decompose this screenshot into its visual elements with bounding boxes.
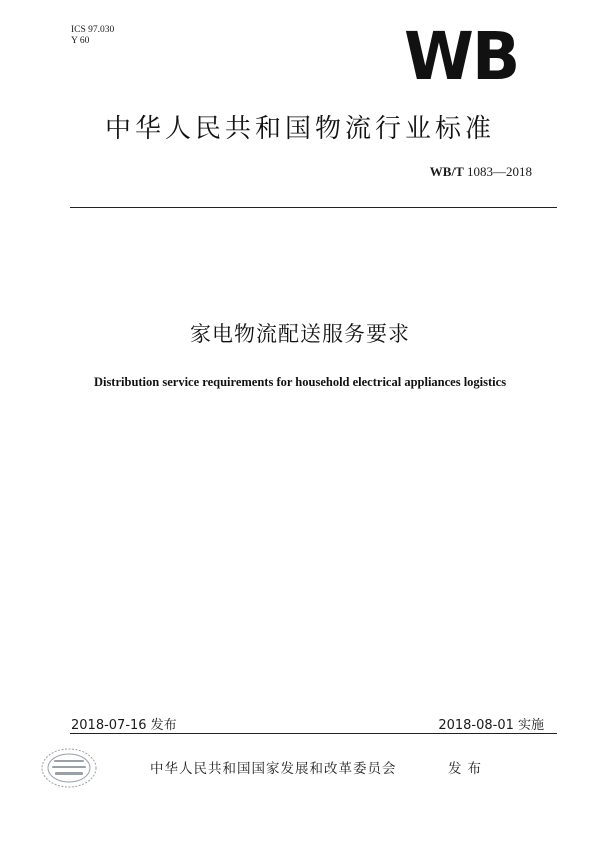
publisher-name: 中华人民共和国国家发展和改革委员会 [150, 761, 397, 777]
implementation-date: 2018-08-01 实施 [438, 718, 544, 733]
issue-date: 2018-07-16 发布 [71, 718, 177, 733]
english-title: Distribution service requirements for household electrical appliances logistics [93, 375, 507, 389]
standard-category-title: 中华人民共和国物流行业标准 [104, 114, 495, 144]
publish-label: 发布 [448, 761, 487, 777]
chinese-title: 家电物流配送服务要求 [190, 322, 410, 346]
footer-divider [70, 733, 557, 734]
wb-logo: WB [404, 18, 519, 95]
anti-counterfeit-stamp-icon [38, 745, 100, 791]
ccs-code: Y 60 [71, 36, 90, 46]
ics-code: ICS 97.030 [71, 25, 115, 35]
header-divider [70, 207, 557, 208]
standard-code-number: 1083—2018 [467, 164, 532, 179]
standard-code-prefix: WB/T [429, 164, 464, 179]
standard-code [430, 164, 532, 180]
ics-classification [71, 25, 114, 47]
